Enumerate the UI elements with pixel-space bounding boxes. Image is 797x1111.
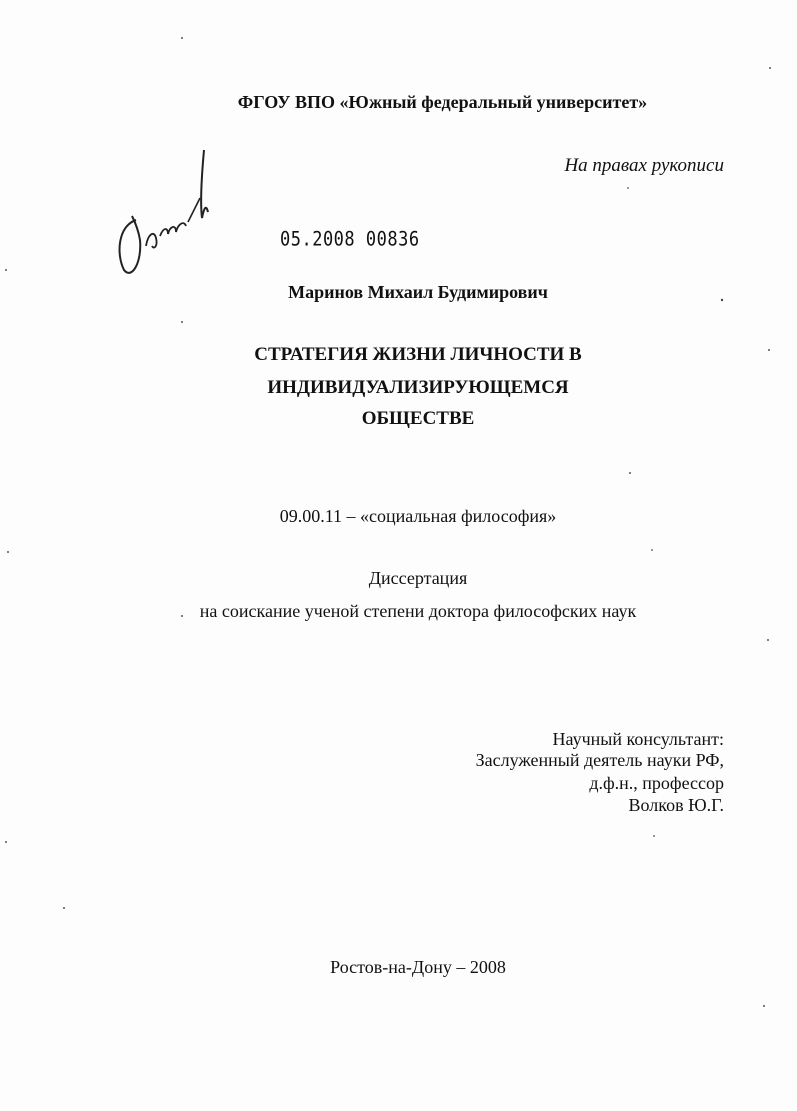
title-line: ИНДИВИДУАЛИЗИРУЮЩЕМСЯ — [267, 377, 569, 398]
registration-stamp: 05.2008 00836 — [280, 228, 420, 252]
consultant-line: Заслуженный деятель науки РФ, — [475, 750, 724, 770]
place-and-year: Ростов-на-Дону – 2008 — [330, 957, 506, 977]
title-line: СТРАТЕГИЯ ЖИЗНИ ЛИЧНОСТИ В — [254, 344, 582, 365]
dissertation-type: Диссертация — [368, 568, 468, 588]
title-line: ОБЩЕСТВЕ — [361, 408, 475, 429]
specialty-code: 09.00.11 – «социальная философия» — [279, 506, 557, 526]
handwritten-signature — [106, 142, 218, 280]
institution-name: ФГОУ ВПО «Южный федеральный университет» — [237, 92, 648, 112]
consultant-line: Волков Ю.Г. — [628, 795, 724, 815]
consultant-line: Научный консультант: — [552, 729, 724, 749]
manuscript-note: На правах рукописи — [564, 155, 724, 176]
dissertation-purpose: на соискание ученой степени доктора философских наук — [199, 601, 637, 621]
author-name: Маринов Михаил Будимирович — [288, 282, 548, 302]
consultant-line: д.ф.н., профессор — [589, 773, 724, 793]
